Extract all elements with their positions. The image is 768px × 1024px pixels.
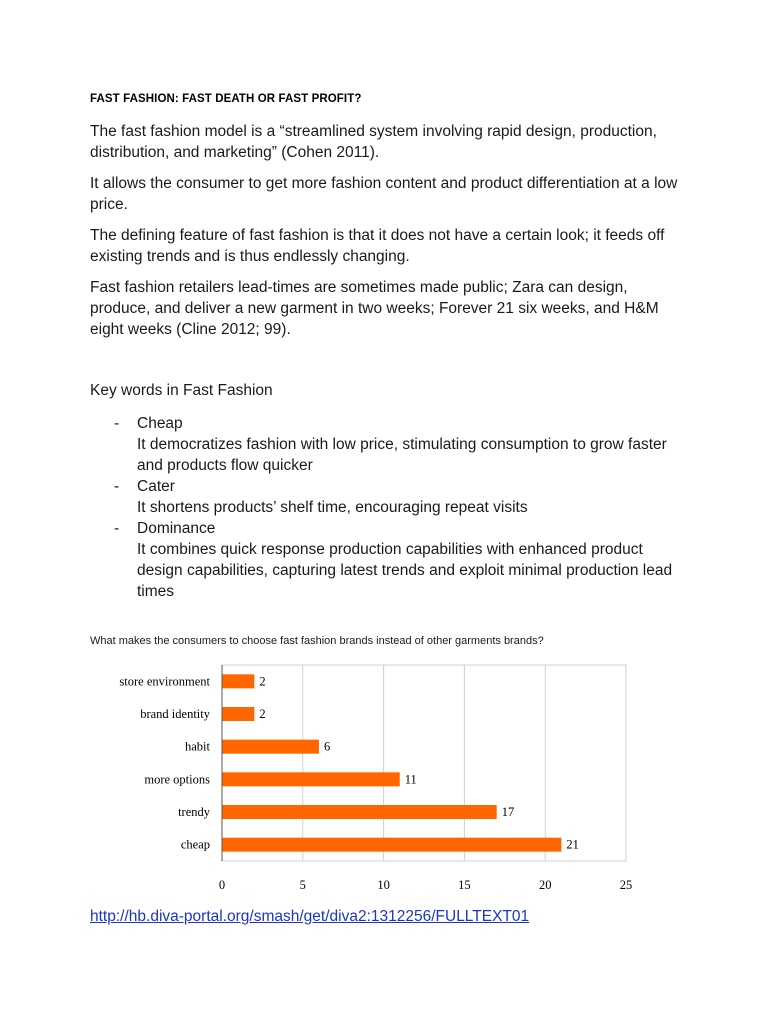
plot-frame <box>222 665 626 861</box>
bar <box>222 740 319 754</box>
paragraph-consumer: It allows the consumer to get more fashion content and product differentiation at a low price. <box>90 175 678 213</box>
keyword-description: It combines quick response production capabilities with enhanced product design capabilities, capturing latest trends and exploit minimal production lead times <box>137 541 673 600</box>
keyword-item-dominance <box>90 518 690 602</box>
bar <box>222 674 254 688</box>
keyword-term: Dominance <box>137 520 216 537</box>
x-tick-label: 0 <box>218 878 226 892</box>
bar <box>222 707 254 721</box>
category-label: habit <box>185 739 210 754</box>
x-tick-label: 20 <box>538 878 552 892</box>
bar <box>222 805 497 819</box>
x-tick-label: 10 <box>377 878 390 892</box>
keywords-list <box>90 413 690 602</box>
paragraph-feature: The defining feature of fast fashion is that it does not have a certain look; it feeds off existing trends and is thus endlessly changing. <box>90 227 665 265</box>
category-label: more options <box>144 772 210 787</box>
category-label: brand identity <box>140 707 210 721</box>
list-dash: - <box>114 415 120 432</box>
list-dash: - <box>114 478 120 495</box>
keyword-description: It democratizes fashion with low price, stimulating consumption to grow faster and products flow quicker <box>137 436 667 474</box>
data-label: 17 <box>501 805 515 819</box>
keywords-title: Key words in Fast Fashion <box>90 382 273 399</box>
data-label: 21 <box>566 837 579 852</box>
document-heading: FAST FASHION: FAST DEATH OR FAST PROFIT? <box>90 93 362 105</box>
keyword-description: It shortens products’ shelf time, encouraging repeat visits <box>137 499 528 516</box>
data-label: 2 <box>259 707 266 721</box>
data-label: 2 <box>259 674 266 689</box>
keyword-term: Cater <box>137 478 175 495</box>
category-label: store environment <box>119 674 210 689</box>
keyword-term: Cheap <box>137 415 183 432</box>
keyword-item-cater <box>90 476 690 518</box>
x-tick-label: 5 <box>299 878 306 892</box>
source-link[interactable]: http://hb.diva-portal.org/smash/get/diva2:1312256/FULLTEXT01 <box>90 908 530 925</box>
chart-title: What makes the consumers to choose fast fashion brands instead of other garments brands? <box>90 635 544 647</box>
category-label: trendy <box>178 805 210 819</box>
bar <box>222 772 400 786</box>
paragraph-lead-times: Fast fashion retailers lead-times are sometimes made public; Zara can design, produce, and deliver a new garment in two weeks; Forever 21 six weeks, and H&M eight weeks (Cline 2012; 99). <box>90 279 659 338</box>
data-label: 11 <box>404 772 417 787</box>
data-label: 6 <box>323 739 331 754</box>
x-tick-label: 25 <box>619 878 633 892</box>
keyword-item-cheap <box>90 413 690 476</box>
list-dash: - <box>114 520 120 537</box>
bar-chart <box>90 655 650 895</box>
category-label: cheap <box>180 837 210 852</box>
bar <box>222 838 561 852</box>
x-tick-label: 15 <box>458 878 471 892</box>
paragraph-definition: The fast fashion model is a “streamlined system involving rapid design, production, distribution, and marketing” (Cohen 2011). <box>90 123 657 161</box>
